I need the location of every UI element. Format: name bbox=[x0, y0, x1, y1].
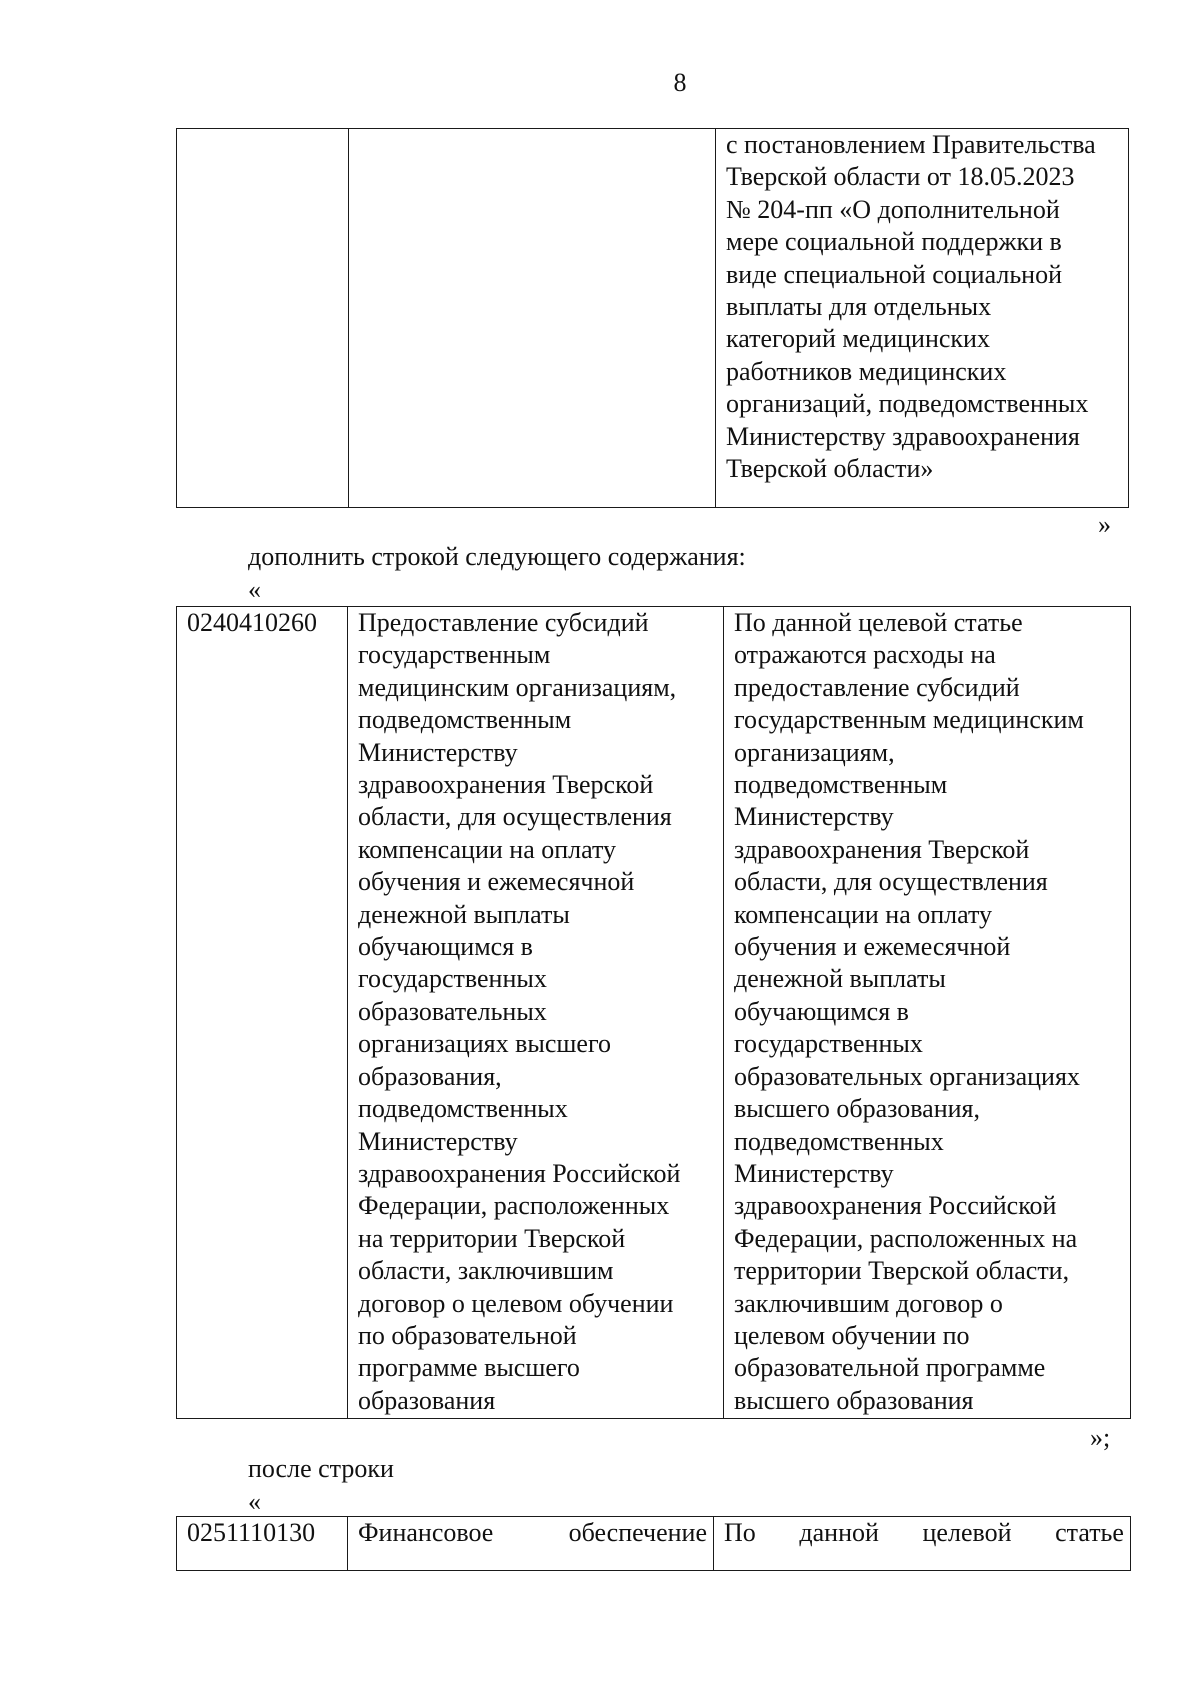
instruction-paragraph: после строки bbox=[248, 1454, 394, 1483]
text-line: высшего образования, bbox=[734, 1094, 981, 1124]
text-line: образовательных организациях bbox=[734, 1061, 1080, 1091]
closing-quote: » bbox=[1098, 510, 1111, 539]
name-cell bbox=[349, 129, 716, 508]
code-cell bbox=[177, 129, 349, 508]
text-line: обучающимся в bbox=[358, 932, 533, 962]
text-line: денежной выплаты bbox=[734, 964, 946, 994]
text-line: на территории Тверской bbox=[358, 1223, 626, 1253]
text-word: статье bbox=[1055, 1518, 1124, 1547]
new-row-table bbox=[176, 606, 1131, 1419]
text-line: работников медицинских bbox=[726, 356, 1007, 386]
text-line: мере социальной поддержки в bbox=[726, 227, 1062, 257]
text-line: здравоохранения Российской bbox=[734, 1191, 1057, 1221]
text-line: по образовательной bbox=[358, 1320, 577, 1350]
text-line: образовательных bbox=[358, 996, 547, 1026]
text-line: обучения и ежемесячной bbox=[734, 932, 1011, 962]
text-line: подведомственным bbox=[358, 705, 572, 735]
text-line: предоставление субсидий bbox=[734, 672, 1020, 702]
text-line: высшего образования bbox=[734, 1385, 974, 1415]
text-line: виде специальной социальной bbox=[726, 259, 1063, 289]
description-cell bbox=[724, 607, 1131, 1419]
text-line: медицинским организациям, bbox=[358, 672, 677, 702]
description-cell bbox=[716, 129, 1129, 508]
text-line: подведомственных bbox=[358, 1094, 568, 1124]
table-row bbox=[177, 129, 1129, 508]
text-line: компенсации на оплату bbox=[358, 834, 617, 864]
text-line: денежной выплаты bbox=[358, 899, 570, 929]
text-line: подведомственных bbox=[734, 1126, 944, 1156]
text-line: организациям, bbox=[734, 737, 895, 767]
text-line: выплаты для отдельных bbox=[726, 292, 992, 322]
text-line: государственных bbox=[358, 964, 547, 994]
text-line: Министерству bbox=[734, 1158, 894, 1188]
text-line: обучающимся в bbox=[734, 996, 909, 1026]
instruction-paragraph: дополнить строкой следующего содержания: bbox=[248, 542, 746, 571]
text-line: Министерству bbox=[358, 737, 518, 767]
text-line: Министерству здравоохранения bbox=[726, 421, 1080, 451]
text-line: области, для осуществления bbox=[734, 867, 1048, 897]
text-line: с постановлением Правительства bbox=[726, 130, 1096, 159]
text-line: категорий медицинских bbox=[726, 324, 990, 354]
text-line: области, для осуществления bbox=[358, 802, 672, 832]
text-line: образовательной программе bbox=[734, 1353, 1046, 1383]
table-row bbox=[177, 607, 1131, 1419]
text-line: целевом обучении по bbox=[734, 1320, 970, 1350]
text-line: государственным медицинским bbox=[734, 705, 1084, 735]
table-row bbox=[177, 1517, 1131, 1571]
text-line: № 204-пп «О дополнительной bbox=[726, 194, 1060, 224]
text-line: образования bbox=[358, 1385, 496, 1415]
text-line: Федерации, расположенных bbox=[358, 1191, 670, 1221]
description-cell bbox=[714, 1517, 1131, 1571]
text-line: Предоставление субсидий bbox=[358, 608, 649, 637]
opening-quote: « bbox=[248, 1487, 261, 1516]
text-line: подведомственным bbox=[734, 770, 948, 800]
name-cell bbox=[348, 1517, 714, 1571]
text-line: Федерации, расположенных на bbox=[734, 1223, 1078, 1253]
continuation-table bbox=[176, 128, 1129, 508]
text-line: программе высшего bbox=[358, 1353, 580, 1383]
code-cell: 0240410260 bbox=[177, 607, 348, 1419]
text-line: обучения и ежемесячной bbox=[358, 867, 635, 897]
text-word: Финансовое bbox=[358, 1518, 494, 1547]
text-line: Тверской области от 18.05.2023 bbox=[726, 162, 1075, 192]
text-line: договор о целевом обучении bbox=[358, 1288, 674, 1318]
text-line: По данной целевой статье bbox=[734, 608, 1023, 637]
text-line: Министерству bbox=[734, 802, 894, 832]
text-line: области, заключившим bbox=[358, 1256, 614, 1286]
text-line: здравоохранения Тверской bbox=[734, 834, 1030, 864]
text-line: государственных bbox=[734, 1029, 923, 1059]
text-word: По bbox=[724, 1518, 756, 1547]
text-line: Тверской области» bbox=[726, 454, 934, 484]
text-line: компенсации на оплату bbox=[734, 899, 993, 929]
text-line: территории Тверской области, bbox=[734, 1256, 1070, 1286]
opening-quote: « bbox=[248, 575, 261, 604]
closing-quote: »; bbox=[1090, 1423, 1111, 1452]
text-word: данной bbox=[799, 1518, 879, 1547]
text-line: государственным bbox=[358, 640, 551, 670]
text-line: здравоохранения Тверской bbox=[358, 770, 654, 800]
reference-row-table bbox=[176, 1516, 1131, 1571]
text-word: обеспечение bbox=[568, 1518, 707, 1547]
text-line: организаций, подведомственных bbox=[726, 389, 1089, 419]
text-line: Министерству bbox=[358, 1126, 518, 1156]
page-number: 8 bbox=[673, 68, 687, 97]
text-line: организациях высшего bbox=[358, 1029, 611, 1059]
text-line: здравоохранения Российской bbox=[358, 1158, 681, 1188]
text-line: отражаются расходы на bbox=[734, 640, 996, 670]
text-line: заключившим договор о bbox=[734, 1288, 1003, 1318]
code-cell: 0251110130 bbox=[177, 1517, 348, 1571]
text-line: образования, bbox=[358, 1061, 502, 1091]
name-cell bbox=[348, 607, 724, 1419]
text-word: целевой bbox=[922, 1518, 1012, 1547]
